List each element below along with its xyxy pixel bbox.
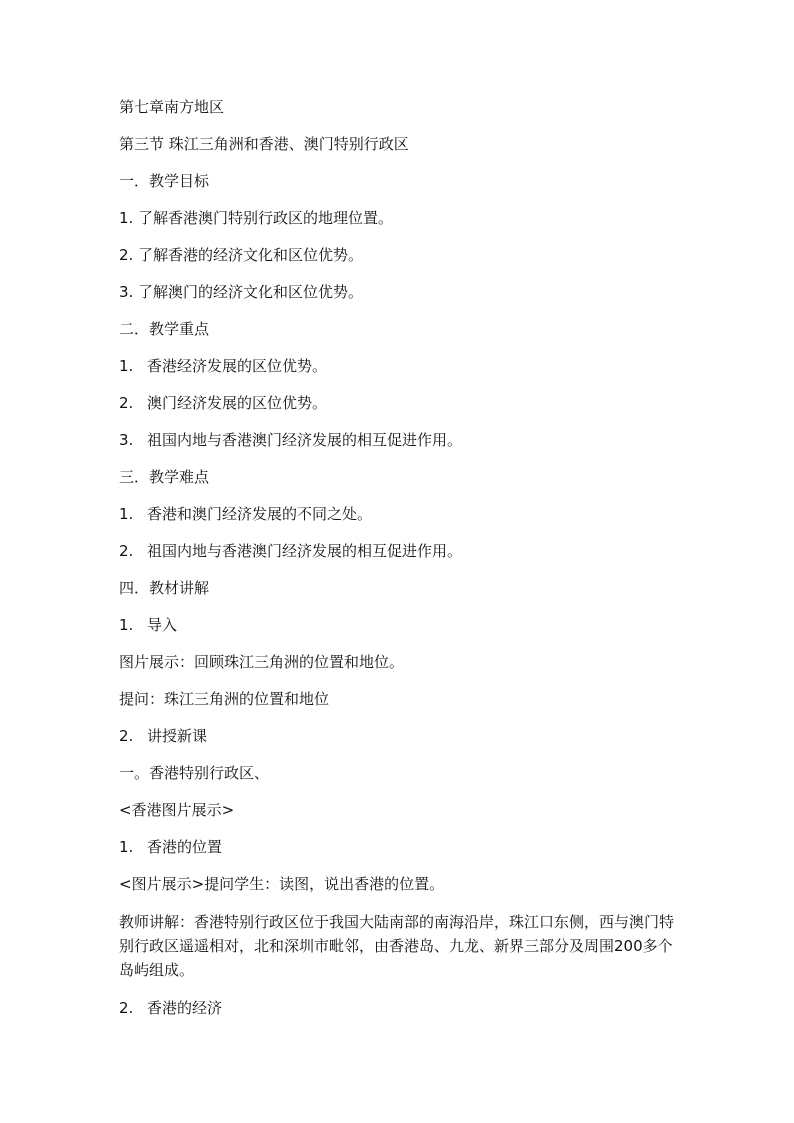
picture-show-line: 图片展示：回顾珠江三角洲的位置和地位。 — [119, 653, 405, 671]
heading-difficulties: 三．教学难点 — [119, 468, 210, 486]
difficulty-item — [119, 540, 679, 562]
difficulty-number: 2. — [119, 542, 134, 560]
key-point-item — [119, 429, 679, 451]
teacher-explanation: 教师讲解：香港特别行政区位于我国大陆南部的南海沿岸，珠江口东侧，西与澳门特别行政区遥遥相对，北和深圳市毗邻，由香港岛、九龙、新界三部分及周围200多个岛屿组成。 — [119, 913, 675, 979]
goal-number: 3. — [119, 283, 134, 301]
hk-picture-question: <图片展示>提问学生：读图，说出香港的位置。 — [119, 875, 445, 893]
key-point-number: 2. — [119, 394, 134, 412]
key-point-text: 澳门经济发展的区位优势。 — [147, 394, 328, 412]
key-point-text: 香港经济发展的区位优势。 — [147, 357, 328, 375]
hk-location-item — [119, 836, 679, 858]
key-point-item — [119, 392, 679, 414]
goal-text: 了解香港的经济文化和区位优势。 — [138, 246, 364, 264]
hk-economy-text: 香港的经济 — [147, 999, 223, 1017]
goal-item — [119, 281, 679, 303]
key-point-number: 3. — [119, 431, 134, 449]
goal-number: 2. — [119, 246, 134, 264]
hk-location-number: 1. — [119, 838, 134, 856]
hk-picture-line: <香港图片展示> — [119, 801, 235, 819]
goal-item — [119, 244, 679, 266]
hk-economy-item — [119, 997, 679, 1019]
hk-location-text: 香港的位置 — [147, 838, 223, 856]
heading-key-points: 二．教学重点 — [119, 320, 210, 338]
new-lesson-text: 讲授新课 — [147, 727, 208, 745]
goal-text: 了解澳门的经济文化和区位优势。 — [138, 283, 364, 301]
intro-text: 导入 — [147, 616, 178, 634]
goal-text: 了解香港澳门特别行政区的地理位置。 — [138, 209, 394, 227]
goal-item — [119, 207, 679, 229]
question-line: 提问：珠江三角洲的位置和地位 — [119, 690, 330, 708]
new-lesson-item — [119, 725, 679, 747]
key-point-number: 1. — [119, 357, 134, 375]
chapter-title: 第七章南方地区 — [119, 98, 225, 116]
difficulty-number: 1. — [119, 505, 134, 523]
key-point-item — [119, 355, 679, 377]
section-title: 第三节 珠江三角洲和香港、澳门特别行政区 — [119, 135, 409, 153]
document-body — [119, 96, 679, 1034]
new-lesson-number: 2. — [119, 727, 134, 745]
difficulty-item — [119, 503, 679, 525]
goal-number: 1. — [119, 209, 134, 227]
difficulty-text: 香港和澳门经济发展的不同之处。 — [147, 505, 373, 523]
difficulty-text: 祖国内地与香港澳门经济发展的相互促进作用。 — [147, 542, 463, 560]
key-point-text: 祖国内地与香港澳门经济发展的相互促进作用。 — [147, 431, 463, 449]
heading-teaching-goals: 一．教学目标 — [119, 172, 210, 190]
intro-number: 1. — [119, 616, 134, 634]
hk-economy-number: 2. — [119, 999, 134, 1017]
intro-item — [119, 614, 679, 636]
hk-region-heading: 一。香港特别行政区、 — [119, 764, 270, 782]
heading-material-explanation: 四．教材讲解 — [119, 579, 210, 597]
